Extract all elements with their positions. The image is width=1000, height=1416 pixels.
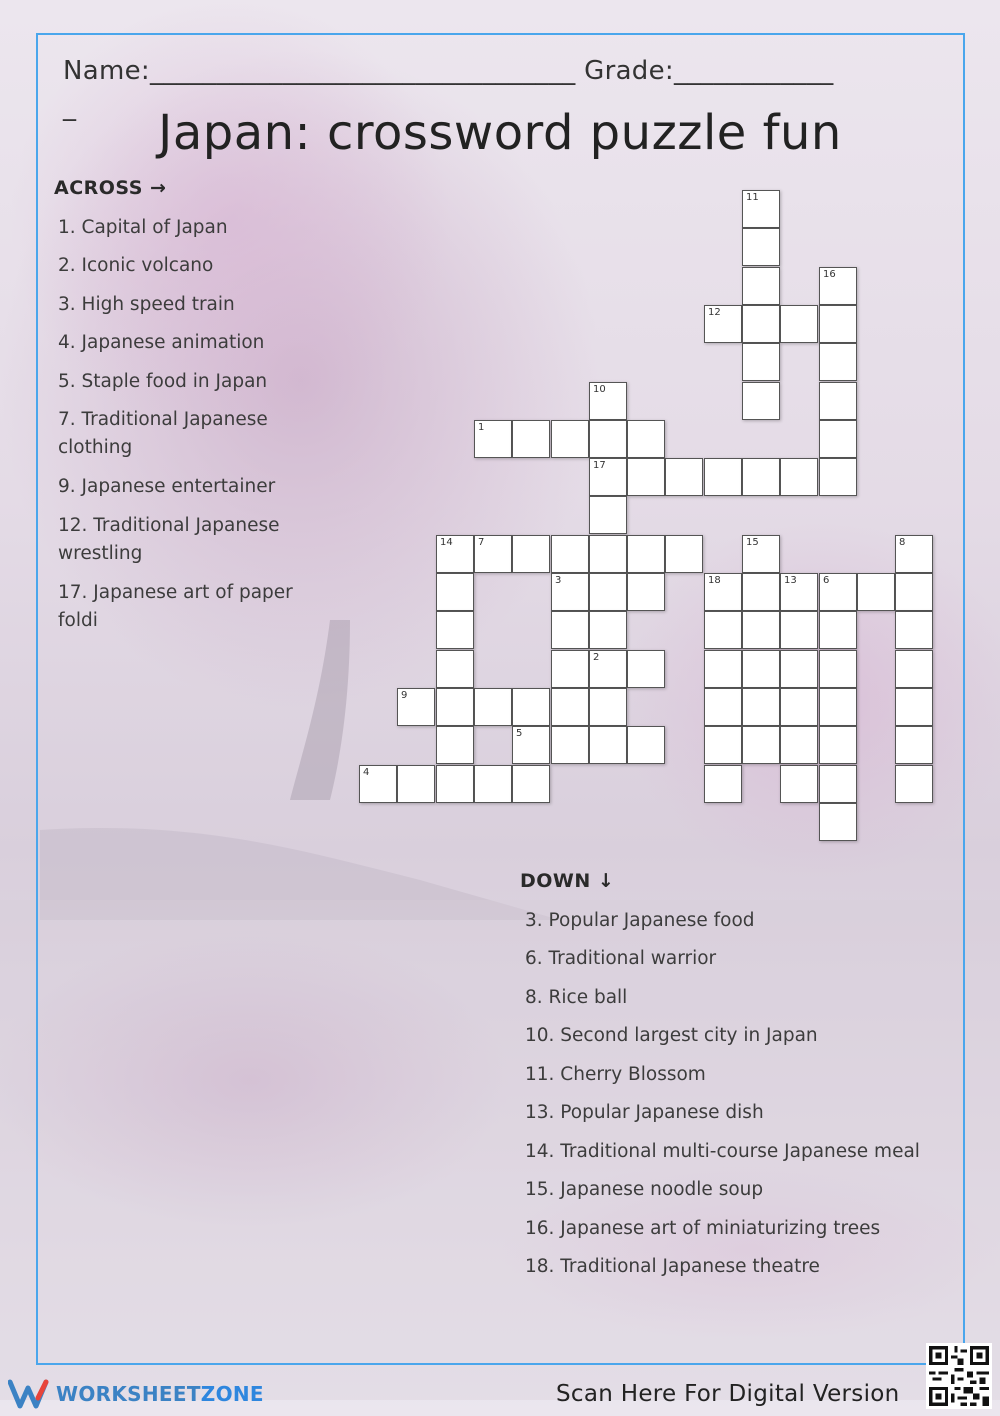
worksheetzone-logo (8, 1378, 264, 1410)
clue-number: 1 (478, 422, 485, 433)
down-heading: DOWN ↓ (520, 870, 615, 892)
crossword-cell[interactable] (665, 535, 703, 573)
crossword-cell[interactable] (474, 765, 512, 803)
crossword-cell[interactable] (819, 803, 857, 841)
crossword-cell[interactable] (589, 496, 627, 534)
crossword-cell[interactable] (512, 765, 550, 803)
down-clue: 6. Traditional warrior (525, 948, 717, 969)
across-clue: 7. Traditional Japanese clothing (58, 409, 268, 458)
down-clue: 11. Cherry Blossom (525, 1064, 706, 1085)
crossword-cell[interactable] (589, 726, 627, 764)
crossword-cell[interactable] (512, 688, 550, 726)
crossword-cell[interactable] (551, 573, 589, 611)
crossword-cell[interactable] (742, 535, 780, 573)
crossword-cell[interactable] (780, 611, 818, 649)
logo-text-worksheet: WORKSHEET (56, 1382, 201, 1406)
crossword-cell[interactable] (819, 382, 857, 420)
down-clue: 18. Traditional Japanese theatre (525, 1256, 820, 1277)
across-clue: 9. Japanese entertainer (58, 476, 276, 497)
crossword-cell[interactable] (397, 765, 435, 803)
crossword-cell[interactable] (436, 611, 474, 649)
crossword-cell[interactable] (742, 190, 780, 228)
logo-w-icon (8, 1378, 56, 1410)
crossword-cell[interactable] (742, 228, 780, 266)
crossword-cell[interactable] (589, 420, 627, 458)
clue-number: 8 (899, 537, 906, 548)
clue-number: 6 (823, 575, 830, 586)
down-clue: 15. Japanese noodle soup (525, 1179, 764, 1200)
clue-number: 10 (593, 384, 606, 395)
crossword-cell[interactable] (742, 611, 780, 649)
crossword-cell[interactable] (551, 726, 589, 764)
crossword-cell[interactable] (819, 267, 857, 305)
crossword-cell[interactable] (742, 382, 780, 420)
clue-number: 11 (746, 192, 759, 203)
crossword-cell[interactable] (589, 650, 627, 688)
qr-code-icon[interactable] (926, 1343, 992, 1409)
clue-number: 18 (708, 575, 721, 586)
crossword-cell[interactable] (627, 726, 665, 764)
down-clue: 16. Japanese art of miniaturizing trees (525, 1218, 881, 1239)
across-clue: 17. Japanese art of paper foldi (58, 582, 293, 631)
crossword-cell[interactable] (551, 535, 589, 573)
crossword-cell[interactable] (436, 765, 474, 803)
crossword-cell[interactable] (819, 343, 857, 381)
crossword-cell[interactable] (742, 458, 780, 496)
crossword-cell[interactable] (742, 343, 780, 381)
across-clue: 2. Iconic volcano (58, 255, 214, 276)
crossword-cell[interactable] (359, 765, 397, 803)
crossword-cell[interactable] (551, 420, 589, 458)
logo-text-zone: ZONE (200, 1382, 264, 1406)
crossword-cell[interactable] (589, 688, 627, 726)
down-clue: 14. Traditional multi-course Japanese meal (525, 1141, 920, 1162)
crossword-cell[interactable] (436, 535, 474, 573)
crossword-cell[interactable] (512, 420, 550, 458)
crossword-cell[interactable] (742, 650, 780, 688)
clue-number: 14 (440, 537, 453, 548)
crossword-cell[interactable] (819, 611, 857, 649)
crossword-cell[interactable] (819, 573, 857, 611)
crossword-cell[interactable] (857, 573, 895, 611)
crossword-cell[interactable] (627, 458, 665, 496)
crossword-cell[interactable] (551, 611, 589, 649)
crossword-cell[interactable] (895, 726, 933, 764)
crossword-cell[interactable] (742, 688, 780, 726)
crossword-cell[interactable] (704, 650, 742, 688)
crossword-cell[interactable] (742, 267, 780, 305)
down-clue: 10. Second largest city in Japan (525, 1025, 818, 1046)
crossword-cell[interactable] (819, 726, 857, 764)
crossword-cell[interactable] (627, 420, 665, 458)
crossword-cell[interactable] (704, 573, 742, 611)
crossword-cell[interactable] (512, 726, 550, 764)
down-clue: 3. Popular Japanese food (525, 910, 755, 931)
crossword-cell[interactable] (627, 535, 665, 573)
crossword-cell[interactable] (397, 688, 435, 726)
crossword-cell[interactable] (589, 611, 627, 649)
across-clue: 4. Japanese animation (58, 332, 265, 353)
clue-number: 16 (823, 269, 836, 280)
crossword-cell[interactable] (589, 458, 627, 496)
crossword-cell[interactable] (742, 305, 780, 343)
crossword-cell[interactable] (780, 650, 818, 688)
crossword-cell[interactable] (704, 458, 742, 496)
clue-number: 13 (784, 575, 797, 586)
page-title: Japan: crossword puzzle fun (158, 105, 842, 161)
scan-caption: Scan Here For Digital Version (556, 1381, 900, 1407)
crossword-cell[interactable] (895, 611, 933, 649)
crossword-cell[interactable] (436, 688, 474, 726)
crossword-cell[interactable] (589, 535, 627, 573)
crossword-cell[interactable] (780, 458, 818, 496)
crossword-cell[interactable] (895, 765, 933, 803)
crossword-cell[interactable] (819, 688, 857, 726)
crossword-cell[interactable] (704, 305, 742, 343)
crossword-cell[interactable] (819, 650, 857, 688)
crossword-cell[interactable] (819, 765, 857, 803)
crossword-cell[interactable] (589, 573, 627, 611)
clue-number: 2 (593, 652, 600, 663)
across-heading: ACROSS → (54, 177, 167, 199)
crossword-cell[interactable] (551, 688, 589, 726)
crossword-cell[interactable] (780, 688, 818, 726)
crossword-cell[interactable] (895, 688, 933, 726)
crossword-cell[interactable] (704, 726, 742, 764)
clue-number: 7 (478, 537, 485, 548)
clue-number: 3 (555, 575, 562, 586)
clue-number: 17 (593, 460, 606, 471)
crossword-cell[interactable] (436, 573, 474, 611)
clue-number: 9 (401, 690, 408, 701)
logo-text (56, 1382, 264, 1406)
clue-number: 5 (516, 728, 523, 739)
crossword-cell[interactable] (627, 650, 665, 688)
crossword-cell[interactable] (512, 535, 550, 573)
crossword-cell[interactable] (665, 458, 703, 496)
crossword-cell[interactable] (895, 573, 933, 611)
crossword-cell[interactable] (474, 535, 512, 573)
crossword-cell[interactable] (742, 573, 780, 611)
crossword-cell[interactable] (780, 305, 818, 343)
clue-number: 4 (363, 767, 370, 778)
crossword-cell[interactable] (895, 650, 933, 688)
across-clue: 3. High speed train (58, 294, 235, 315)
crossword-cell[interactable] (436, 726, 474, 764)
crossword-cell[interactable] (819, 420, 857, 458)
clue-number: 15 (746, 537, 759, 548)
crossword-cell[interactable] (474, 688, 512, 726)
crossword-cell[interactable] (780, 765, 818, 803)
name-grade-line: Name:________________________________ Grade:____________ _ (63, 56, 834, 122)
crossword-cell[interactable] (474, 420, 512, 458)
crossword-cell[interactable] (780, 573, 818, 611)
crossword-cell[interactable] (895, 535, 933, 573)
down-clue: 13. Popular Japanese dish (525, 1102, 764, 1123)
crossword-cell[interactable] (436, 650, 474, 688)
crossword-cell[interactable] (589, 382, 627, 420)
across-clue: 5. Staple food in Japan (58, 371, 268, 392)
crossword-cell[interactable] (704, 765, 742, 803)
crossword-cell[interactable] (551, 650, 589, 688)
across-clue: 1. Capital of Japan (58, 217, 228, 238)
crossword-cell[interactable] (627, 573, 665, 611)
crossword-cell[interactable] (704, 688, 742, 726)
crossword-cell[interactable] (819, 458, 857, 496)
across-clue: 12. Traditional Japanese wrestling (58, 515, 280, 564)
down-clue: 8. Rice ball (525, 987, 628, 1008)
crossword-cell[interactable] (780, 726, 818, 764)
crossword-cell[interactable] (704, 611, 742, 649)
crossword-cell[interactable] (819, 305, 857, 343)
clue-number: 12 (708, 307, 721, 318)
crossword-cell[interactable] (742, 726, 780, 764)
